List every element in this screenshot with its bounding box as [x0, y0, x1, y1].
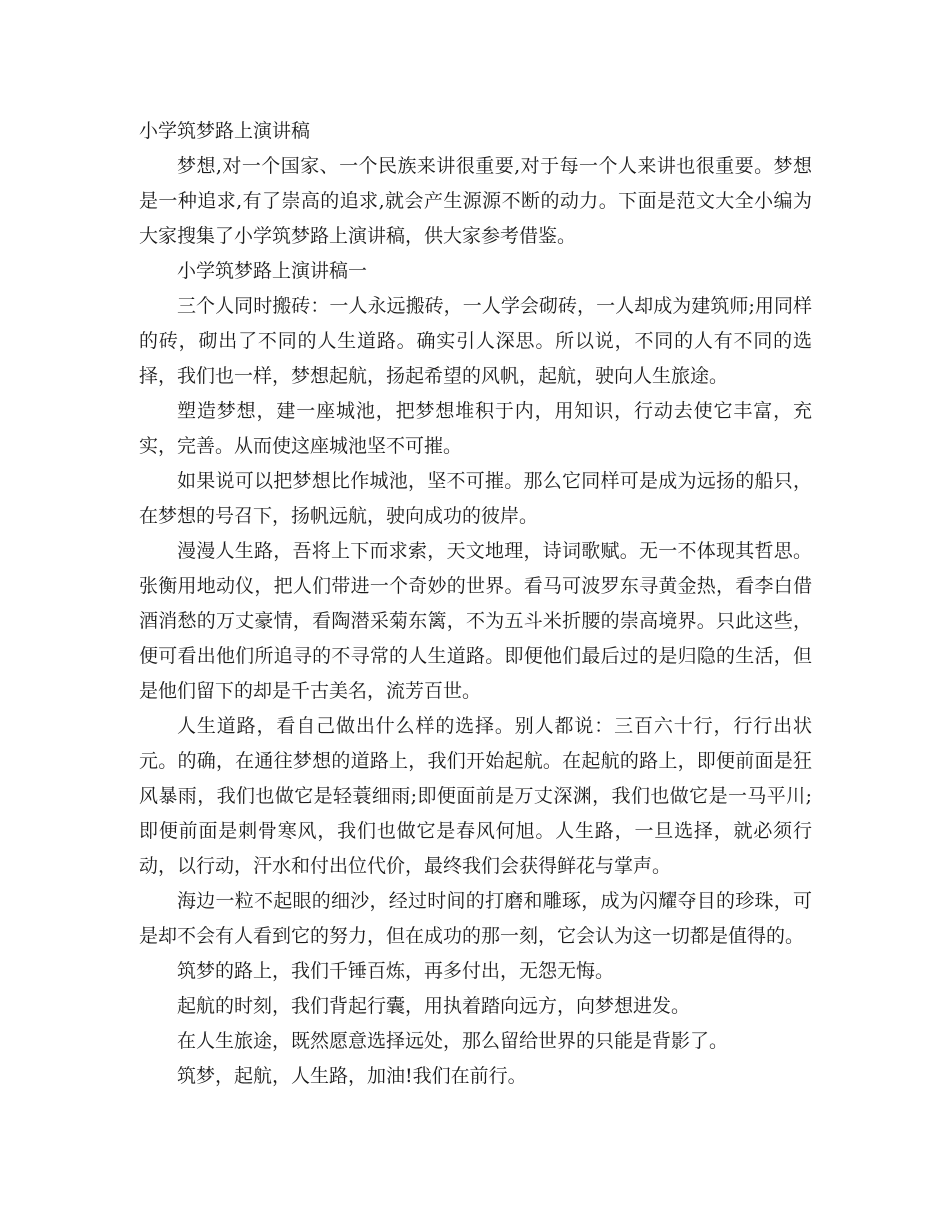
paragraph: 三个人同时搬砖：一人永远搬砖，一人学会砌砖，一人却成为建筑师;用同样的砖，砌出了不同的人生道路。确实引人深思。所以说，不同的人有不同的选择，我们也一样，梦想起航，扬起希望的风帆，起航，驶向人生旅途。 [139, 295, 812, 387]
paragraph: 在人生旅途，既然愿意选择远处，那么留给世界的只能是背影了。 [177, 1030, 729, 1052]
document-title: 小学筑梦路上演讲稿 [139, 120, 311, 142]
section-heading: 小学筑梦路上演讲稿一 [177, 260, 368, 282]
paragraph: 塑造梦想，建一座城池，把梦想堆积于内，用知识，行动去使它丰富，充实，完善。从而使这座城池坚不可摧。 [139, 400, 812, 457]
paragraph: 人生道路，看自己做出什么样的选择。别人都说：三百六十行，行行出状元。的确，在通往梦想的道路上，我们开始起航。在起航的路上，即便前面是狂风暴雨，我们也做它是轻蓑细雨;即便面前是万丈深渊，我们也做它是一马平川;即便前面是刺骨寒风，我们也做它是春风何旭。人生路，一旦选择，就必须行动，以行动，汗水和付出位代价，最终我们会获得鲜花与掌声。 [139, 715, 812, 877]
paragraph-closing: 筑梦，起航，人生路，加油!我们在前行。 [177, 1065, 527, 1087]
paragraph: 海边一粒不起眼的细沙，经过时间的打磨和雕琢，成为闪耀夺目的珍珠，可是却不会有人看到它的努力，但在成功的那一刻，它会认为这一切都是值得的。 [139, 890, 812, 947]
paragraph: 筑梦的路上，我们千锤百炼，再多付出，无怨无悔。 [177, 960, 615, 982]
paragraph: 如果说可以把梦想比作城池，坚不可摧。那么它同样可是成为远扬的船只，在梦想的号召下，扬帆远航，驶向成功的彼岸。 [139, 470, 812, 527]
paragraph-intro: 梦想,对一个国家、一个民族来讲很重要,对于每一个人来讲也很重要。梦想是一种追求,有了崇高的追求,就会产生源源不断的动力。下面是范文大全小编为大家搜集了小学筑梦路上演讲稿，供大家参考借鉴。 [139, 155, 812, 247]
document-body [139, 114, 812, 1094]
paragraph: 漫漫人生路，吾将上下而求索，天文地理，诗词歌赋。无一不体现其哲思。张衡用地动仪，把人们带进一个奇妙的世界。看马可波罗东寻黄金热，看李白借酒消愁的万丈豪情，看陶潜采菊东篱，不为五斗米折腰的崇高境界。只此这些，便可看出他们所追寻的不寻常的人生道路。即便他们最后过的是归隐的生活，但是他们留下的却是千古美名，流芳百世。 [139, 540, 812, 702]
paragraph: 起航的时刻，我们背起行囊，用执着踏向远方，向梦想进发。 [177, 995, 691, 1017]
